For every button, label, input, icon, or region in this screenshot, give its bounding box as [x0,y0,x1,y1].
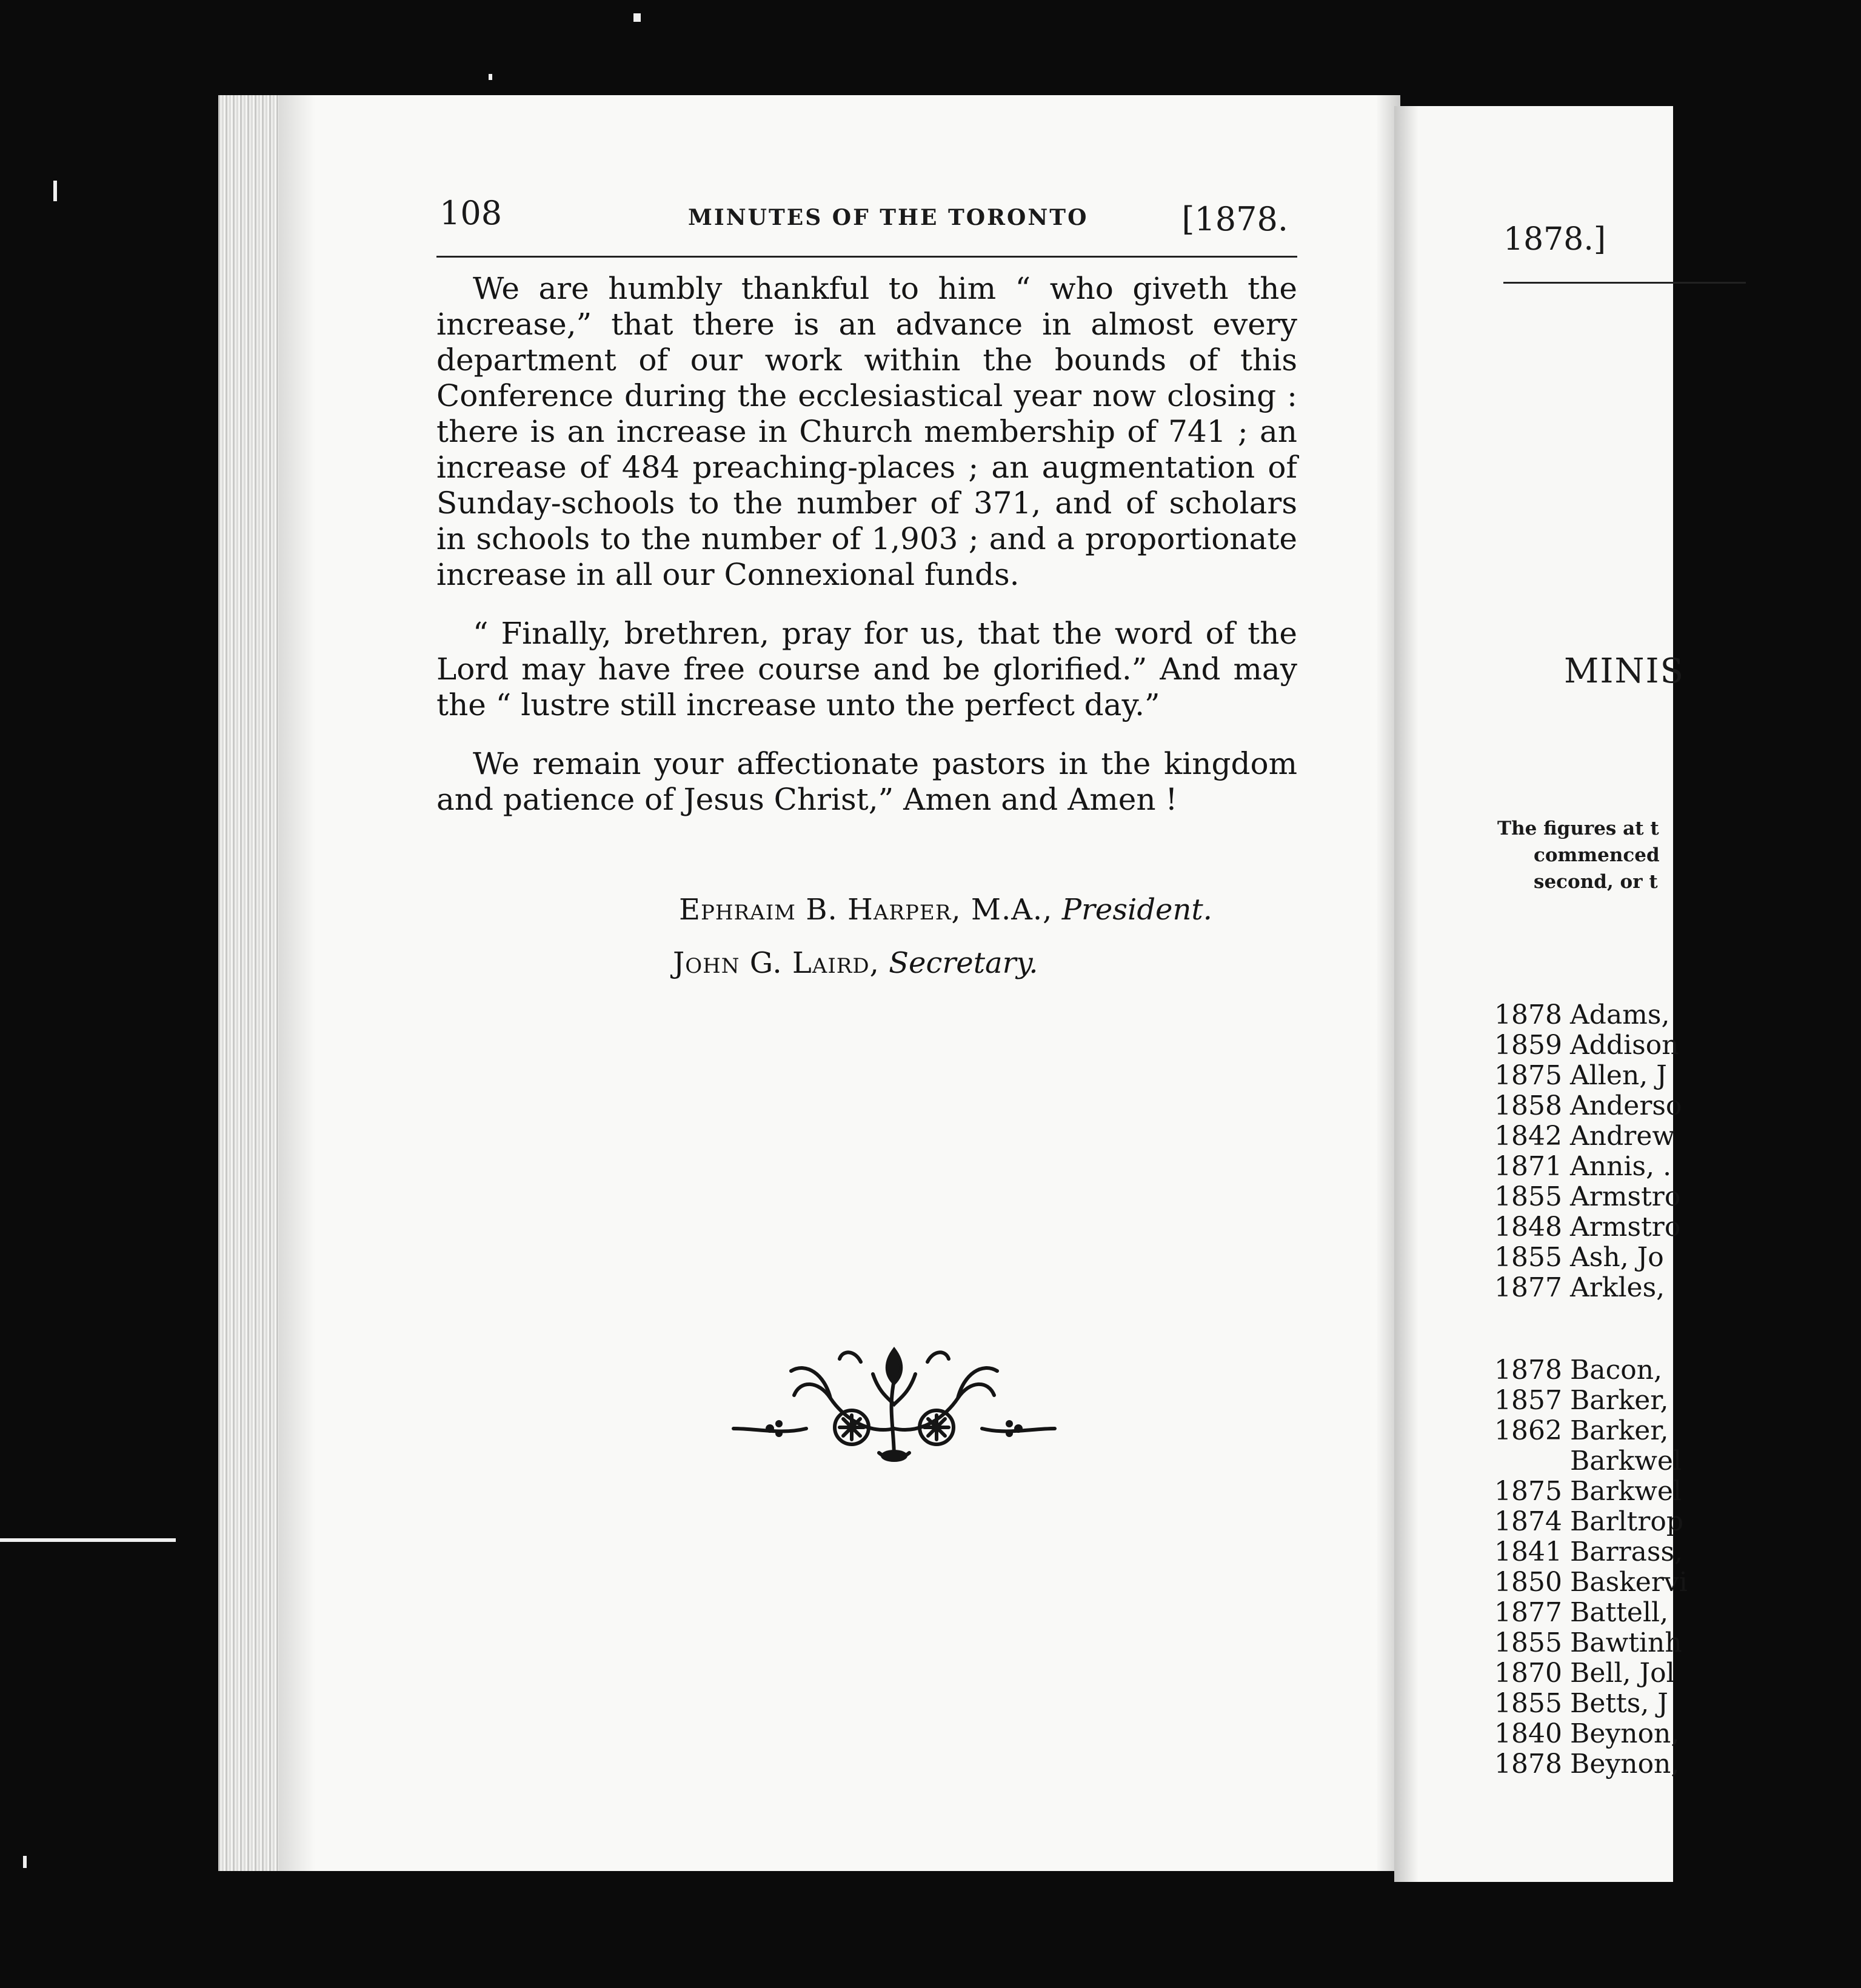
signer-role: President. [1061,893,1212,927]
list-item: 1848 Armstro [1494,1212,1681,1242]
list-item: 1858 Anderso [1494,1090,1682,1121]
signer-name: Ephraim B. Harper, M.A., [679,893,1053,927]
paragraph: “ Finally, brethren, pray for us, that the word of the Lord may have free course and be glorified.” And may the “ lustre still increase unto the perfect day.” [436,616,1297,722]
list-item: 1877 Arkles, [1494,1272,1665,1303]
running-year: [1878. [1181,200,1288,238]
explanatory-note [1497,815,1861,895]
right-running-year: 1878.] [1503,221,1606,258]
note-line: commenced [1534,844,1660,866]
signer-name: John G. Laird, [673,946,880,980]
list-item: 1855 Armstro [1494,1181,1681,1212]
list-item: 1855 Bawtinh [1494,1627,1682,1658]
list-item: 1878 Beynon, [1494,1749,1680,1780]
letter-body [436,271,1297,841]
list-item: Barkwel [1570,1446,1682,1476]
left-page [218,95,1400,1871]
signature-secretary [673,936,1346,990]
list-item: 1842 Andrew [1494,1121,1676,1152]
paragraph: We are humbly thankful to him “ who giveth the increase,” that there is an advance in almost every department of our work within the bounds of this Conference during the ecclesiastical year now closing : there is an increase in Church membership of 741 ; an increase of 484 preaching-places ; an augmentation of Sunday-schools to the number of 371, and of scholars in schools to the number of 1,903 ; and a proportionate increase in all our Connexional funds. [436,271,1297,592]
list-item: 1857 Barker, [1494,1385,1669,1416]
note-line: second, or t [1534,871,1658,893]
list-item: 1878 Adams, [1494,999,1670,1030]
header-rule [436,256,1297,258]
list-item: 1874 Barltrop [1494,1506,1684,1537]
list-item: 1862 Barker, [1494,1415,1669,1446]
right-page [1394,106,1688,1882]
list-item: 1841 Barrass, [1494,1536,1683,1567]
list-item: 1855 Ash, Jo [1494,1242,1664,1273]
running-head [439,194,1288,242]
page-number: 108 [439,194,503,232]
list-item: 1840 Beynon, [1494,1718,1680,1749]
running-title: MINUTES OF THE TORONTO [688,205,1089,230]
signature-block [673,883,1346,990]
list-item: 1875 Allen, J [1494,1060,1667,1091]
list-item: 1855 Betts, J [1494,1688,1668,1719]
list-item: 1871 Annis, . [1494,1151,1672,1182]
list-item: 1850 Baskervi [1494,1567,1688,1598]
list-item: 1875 Barkwel [1494,1476,1682,1507]
note-line: The figures at t [1497,818,1659,839]
right-header-rule [1503,282,1746,284]
signer-role: Secretary. [889,946,1038,980]
signature-president [679,883,1346,936]
list-item: 1878 Bacon, [1494,1355,1663,1386]
page-edges [218,95,279,1871]
list-item: 1877 Battell, [1494,1597,1669,1628]
floral-ornament-icon [733,1338,1055,1471]
section-title: MINIS [1564,652,1685,691]
list-spacer [1494,1303,1858,1355]
list-item: 1859 Addison [1494,1030,1679,1061]
minister-list [1494,1000,1858,1780]
list-item: 1870 Bell, Jol [1494,1658,1675,1689]
paragraph: We remain your affectionate pastors in the kingdom and patience of Jesus Christ,” Amen and Amen ! [436,746,1297,817]
